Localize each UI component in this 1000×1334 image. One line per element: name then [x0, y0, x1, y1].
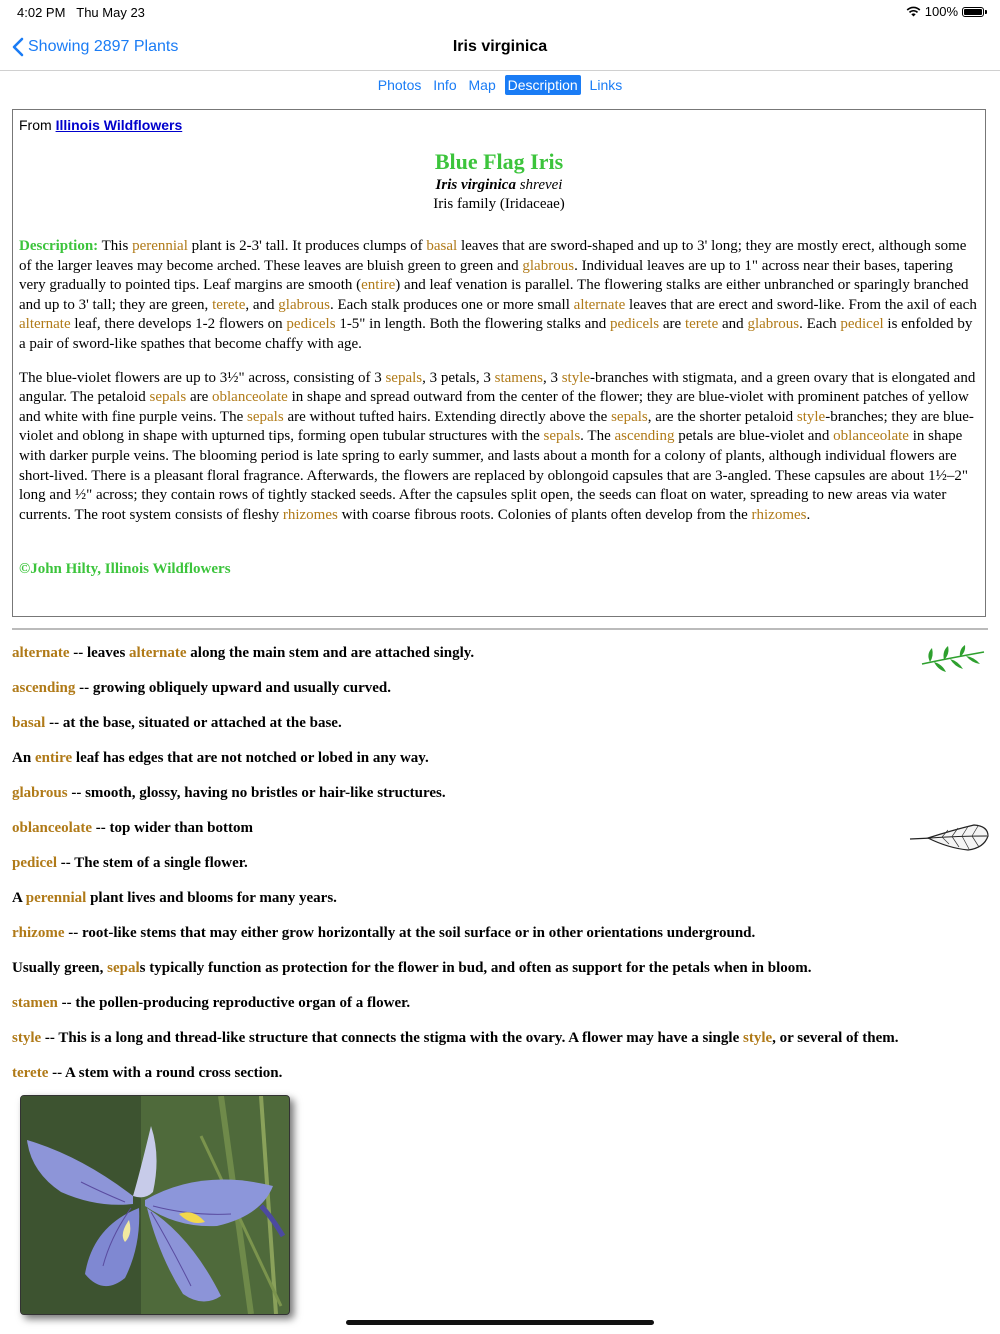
alternate-leaf-illustration [920, 644, 986, 674]
copyright: ©John Hilty, Illinois Wildflowers [19, 561, 231, 578]
tab-map[interactable]: Map [468, 77, 496, 93]
scientific-name: Iris virginica shrevei [435, 177, 563, 193]
glossary-item-sepal: Usually green, sepals typically function as protection for the flower in bud, and often as support for the petals when in bloom. [12, 960, 812, 976]
segmented-tabs [0, 75, 1000, 95]
description-panel [12, 109, 986, 617]
glossary-item-terete: terete -- A stem with a round cross section. [12, 1065, 283, 1081]
status-right [906, 4, 984, 19]
glossary-item-rhizome: rhizome -- root-like stems that may either grow horizontally at the soil surface or in other orientations underground. [12, 925, 756, 941]
source-link[interactable]: Illinois Wildflowers [55, 117, 183, 133]
divider [12, 628, 988, 630]
glossary-item-style: style -- This is a long and thread-like structure that connects the stigma with the ovary. A flower may have a single style, or several of them. [12, 1030, 899, 1046]
glossary-item-oblanceolate: oblanceolate -- top wider than bottom [12, 820, 253, 836]
glossary-item-entire: An entire leaf has edges that are not notched or lobed in any way. [12, 750, 429, 766]
glossary-item-basal: basal -- at the base, situated or attached at the base. [12, 715, 342, 731]
glossary-item-perennial: A perennial plant lives and blooms for many years. [12, 890, 337, 906]
iris-flower-photo [21, 1096, 289, 1314]
tab-info[interactable]: Info [433, 77, 457, 93]
glossary-item-stamen: stamen -- the pollen-producing reproductive organ of a flower. [12, 995, 411, 1011]
tab-photos[interactable]: Photos [377, 77, 422, 93]
glossary-item-ascending: ascending -- growing obliquely upward and usually curved. [12, 680, 391, 696]
back-button-label: Showing 2897 Plants [28, 38, 179, 55]
description-paragraph-2: The blue-violet flowers are up to 3½" across, consisting of 3 sepals, 3 petals, 3 stamens, 3 style-branches with stigmata, and a green ovary that is elongated and angular. The petaloid sepals are oblanceolate in shape and spread outward from the center of the flower; they are blue-violet with prominent patches of yellow and white with fine purple veins. The sepals are without tufted hairs. Extending directly above the sepals, are the shorter petaloid style-branches; they are blue-violet and oblong in shape with upturned tips, forming open tubular structures with the sepals. The ascending petals are blue-violet and oblanceolate in shape with darker purple veins. The blooming period is late spring to early summer, and lasts about a month for a colony of plants, although individual flowers are short-lived. There is a pleasant floral fragrance. Afterwards, the flowers are replaced by oblongoid capsules that are 3-angled. These capsules are about 1½–2" long and ½" across; they contain rows of tightly stacked seeds. After the capsules split open, the seeds can float on water, spreading to new areas via water currents. The root system consists of fleshy rhizomes with coarse fibrous roots. Colonies of plants often develop from the rhizomes. [19, 369, 976, 523]
battery-icon [962, 7, 984, 17]
home-indicator [346, 1320, 654, 1325]
oblanceolate-leaf-illustration [908, 820, 990, 854]
glossary-item-glabrous: glabrous -- smooth, glossy, having no bristles or hair-like structures. [12, 785, 446, 801]
glossary-item-alternate: alternate -- leaves alternate along the main stem and are attached singly. [12, 645, 475, 661]
plant-header [19, 149, 979, 213]
battery-percent: 100% [924, 4, 958, 19]
common-name: Blue Flag Iris [434, 149, 564, 174]
status-time: 4:02 PM Thu May 23 [17, 5, 145, 20]
glossary-item-pedicel: pedicel -- The stem of a single flower. [12, 855, 248, 871]
status-bar [0, 0, 1000, 26]
wifi-icon [906, 6, 921, 17]
description-paragraph-1: Description: This perennial plant is 2-3' tall. It produces clumps of basal leaves that are sword-shaped and up to 3' long; they are mostly erect, although some of the larger leaves may become arched. These leaves are bluish green to green and glabrous. Individual leaves are up to 1" across near their bases, tapering very gradually to pointed tips. Leaf margins are smooth (entire) and leaf venation is parallel. The flowering stalks are either unbranched or sparingly branched and up to 3' tall; they are green, terete, and glabrous. Each stalk produces one or more small alternate leaves that are erect and sword-like. From the axil of each alternate leaf, there develops 1-2 flowers on pedicels 1-5" in length. Both the flowering stalks and pedicels are terete and glabrous. Each pedicel is enfolded by a pair of sword-like spathes that become chaffy with age. [19, 238, 977, 352]
source-line: From Illinois Wildflowers [19, 117, 183, 133]
family-name: Iris family (Iridaceae) [433, 196, 565, 212]
plant-photo [20, 1095, 290, 1315]
navigation-bar [0, 26, 1000, 71]
tab-description[interactable]: Description [505, 75, 581, 95]
page-title: Iris virginica [452, 38, 548, 55]
tab-links[interactable]: Links [589, 77, 623, 93]
glossary [12, 645, 988, 1100]
